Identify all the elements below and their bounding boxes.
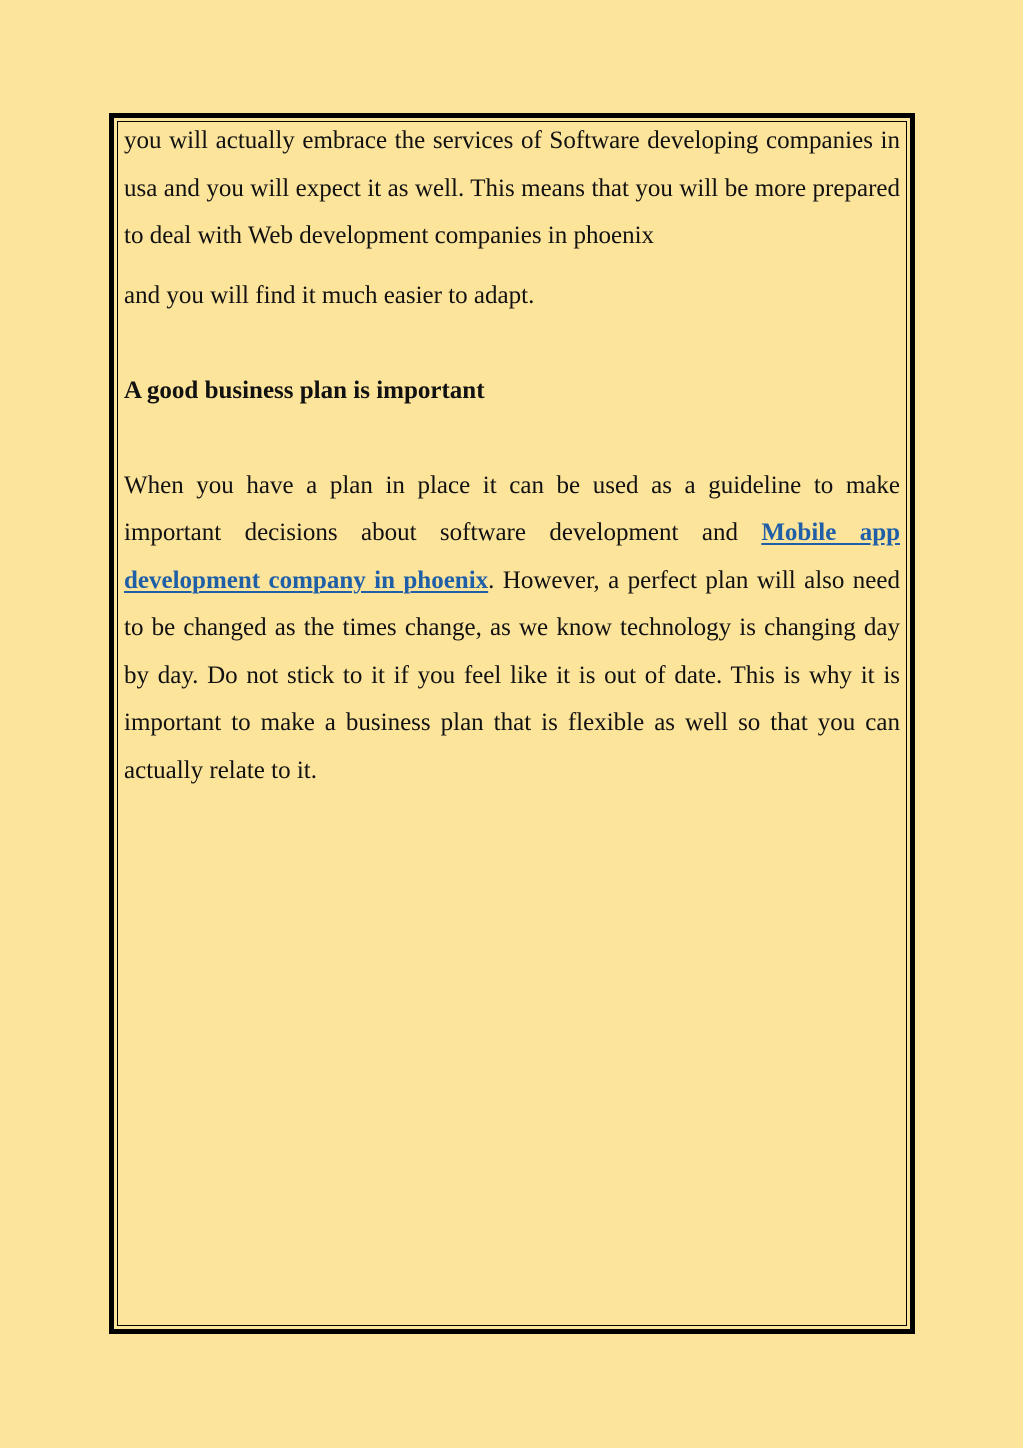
mobile-app-company-link[interactable]: Mobile app development company in phoenix [124,519,900,594]
paragraph-2: and you will find it much easier to adapt. [124,281,535,309]
section-heading: A good business plan is important [124,377,485,404]
paragraph-3-start: When you have a plan in place it can be used as a guideline to make important decisions about software development and [124,471,900,546]
paragraph-3-end: . However, a perfect plan will also need to be changed as the times change, as we know technology is changing day by day. Do not stick to it if you feel like it is out of date. This is why it is important to make a business plan that is flexible as well so that you can actually relate to it. [124,566,900,784]
paragraph-3 [124,462,900,795]
paragraph-1: you will actually embrace the services of Software developing companies in usa and you will expect it as well. This means that you will be more prepared to deal with Web development companies in phoenix [124,127,900,249]
document-body [124,117,900,794]
